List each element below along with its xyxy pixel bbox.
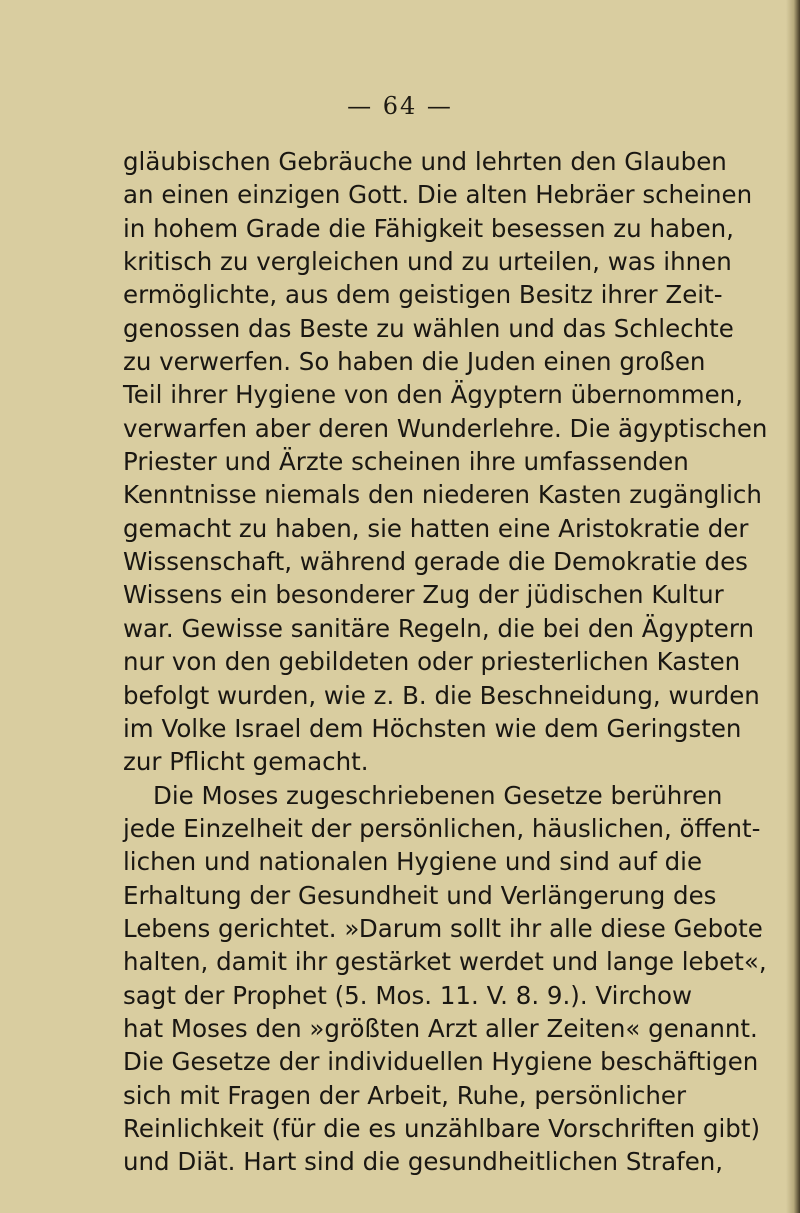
text-line: jede Einzelheit der persönlichen, häuslichen, öffent-	[123, 813, 761, 843]
page-number: — 64 —	[347, 92, 453, 120]
text-line: halten, damit ihr gestärket werdet und lange lebet«,	[123, 947, 767, 977]
text-line: lichen und nationalen Hygiene und sind auf die	[123, 847, 703, 877]
text-line: gemacht zu haben, sie hatten eine Aristokratie der	[123, 513, 749, 543]
text-line: in hohem Grade die Fähigkeit besessen zu haben,	[123, 213, 734, 243]
text-line: sich mit Fragen der Arbeit, Ruhe, persönlicher	[123, 1080, 687, 1110]
text-line: sagt der Prophet (5. Mos. 11. V. 8. 9.). Virchow	[123, 980, 693, 1010]
paragraph-start-line: Die Moses zugeschriebenen Gesetze berühren	[153, 780, 723, 810]
body-text	[123, 145, 768, 1179]
text-line: Wissenschaft, während gerade die Demokratie des	[123, 547, 748, 577]
text-line: an einen einzigen Gott. Die alten Hebräer scheinen	[123, 180, 753, 210]
page-edge-shadow	[786, 0, 800, 1213]
text-line: im Volke Israel dem Höchsten wie dem Geringsten	[123, 713, 742, 743]
text-line: befolgt wurden, wie z. B. die Beschneidung, wurden	[123, 680, 760, 710]
text-line: Lebens gerichtet. »Darum sollt ihr alle diese Gebote	[123, 913, 763, 943]
text-line: und Diät. Hart sind die gesundheitlichen Strafen,	[123, 1147, 724, 1177]
text-line: ermöglichte, aus dem geistigen Besitz ihrer Zeit-	[123, 280, 723, 310]
text-line: Die Gesetze der individuellen Hygiene beschäftigen	[123, 1047, 759, 1077]
text-line: gläubischen Gebräuche und lehrten den Glauben	[123, 147, 727, 176]
text-line: zu verwerfen. So haben die Juden einen großen	[123, 347, 706, 377]
text-line: nur von den gebildeten oder priesterlichen Kasten	[123, 647, 741, 677]
text-line: genossen das Beste zu wählen und das Schlechte	[123, 313, 734, 343]
text-line: Kenntnisse niemals den niederen Kasten zugänglich	[123, 480, 762, 510]
text-line: verwarfen aber deren Wunderlehre. Die ägyptischen	[123, 413, 768, 443]
text-line: Erhaltung der Gesundheit und Verlängerung des	[123, 880, 717, 910]
paragraph-end-line: zur Pflicht gemacht.	[123, 747, 369, 777]
text-line: Priester und Ärzte scheinen ihre umfassenden	[123, 447, 689, 477]
text-line: kritisch zu vergleichen und zu urteilen, was ihnen	[123, 247, 732, 277]
text-line: Teil ihrer Hygiene von den Ägyptern übernommen,	[123, 380, 744, 410]
text-line: Wissens ein besonderer Zug der jüdischen Kultur	[123, 580, 724, 610]
text-line: Reinlichkeit (für die es unzählbare Vorschriften gibt)	[123, 1113, 760, 1143]
text-line: hat Moses den »größten Arzt aller Zeiten« genannt.	[123, 1013, 758, 1043]
text-line: war. Gewisse sanitäre Regeln, die bei den Ägyptern	[123, 613, 754, 643]
